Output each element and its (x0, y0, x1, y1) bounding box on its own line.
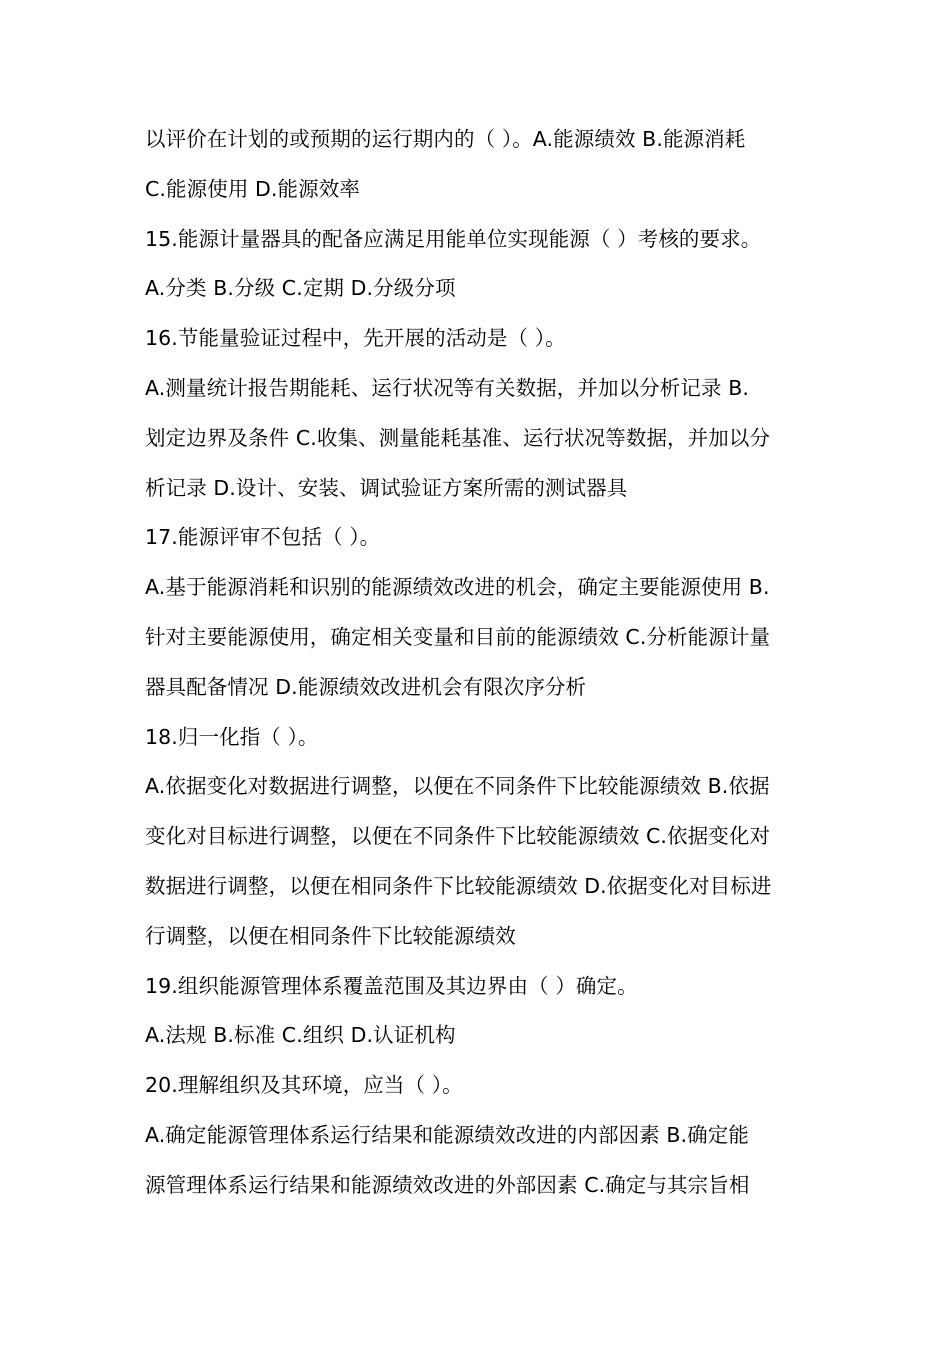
question-19-stem: 19.组织能源管理体系覆盖范围及其边界由（ ）确定。 (145, 973, 638, 998)
text-line: 以评价在计划的或预期的运行期内的（ ）。A.能源绩效 B.能源消耗 (145, 127, 746, 151)
question-18-options: A.依据变化对数据进行调整，以便在不同条件下比较能源绩效 B.依据 (145, 774, 770, 799)
question-17-options: A.基于能源消耗和识别的能源绩效改进的机会，确定主要能源使用 B. (145, 575, 770, 600)
question-text-body (145, 115, 813, 1211)
question-17-options: 器具配备情况 D.能源绩效改进机会有限次序分析 (145, 674, 587, 699)
question-18-options: 变化对目标进行调整，以便在不同条件下比较能源绩效 C.依据变化对 (145, 824, 771, 849)
question-19-options: A.法规 B.标准 C.组织 D.认证机构 (145, 1023, 456, 1048)
question-17-stem: 17.能源评审不包括（ ）。 (145, 525, 381, 550)
question-16-options: 析记录 D.设计、安装、调试验证方案所需的测试器具 (145, 475, 628, 500)
text-line: C.能源使用 D.能源效率 (145, 176, 360, 201)
question-15-options: A.分类 B.分级 C.定期 D.分级分项 (145, 276, 456, 301)
question-20-options: 源管理体系运行结果和能源绩效改进的外部因素 C.确定与其宗旨相 (145, 1172, 750, 1197)
question-18-options: 数据进行调整，以便在相同条件下比较能源绩效 D.依据变化对目标进 (145, 873, 772, 898)
question-16-options: A.测量统计报告期能耗、运行状况等有关数据，并加以分析记录 B. (145, 375, 749, 400)
question-18-stem: 18.归一化指（ ）。 (145, 724, 319, 749)
question-15-stem: 15.能源计量器具的配备应满足用能单位实现能源（ ）考核的要求。 (145, 226, 762, 251)
question-17-options: 针对主要能源使用，确定相关变量和目前的能源绩效 C.分析能源计量 (145, 624, 771, 649)
question-18-options: 行调整，以便在相同条件下比较能源绩效 (145, 923, 516, 948)
question-16-options: 划定边界及条件 C.收集、测量能耗基准、运行状况等数据，并加以分 (145, 425, 771, 450)
question-20-options: A.确定能源管理体系运行结果和能源绩效改进的内部因素 B.确定能 (145, 1122, 749, 1147)
question-20-stem: 20.理解组织及其环境，应当（ ）。 (145, 1073, 463, 1098)
question-16-stem: 16.节能量验证过程中，先开展的活动是（ ）。 (145, 326, 566, 351)
